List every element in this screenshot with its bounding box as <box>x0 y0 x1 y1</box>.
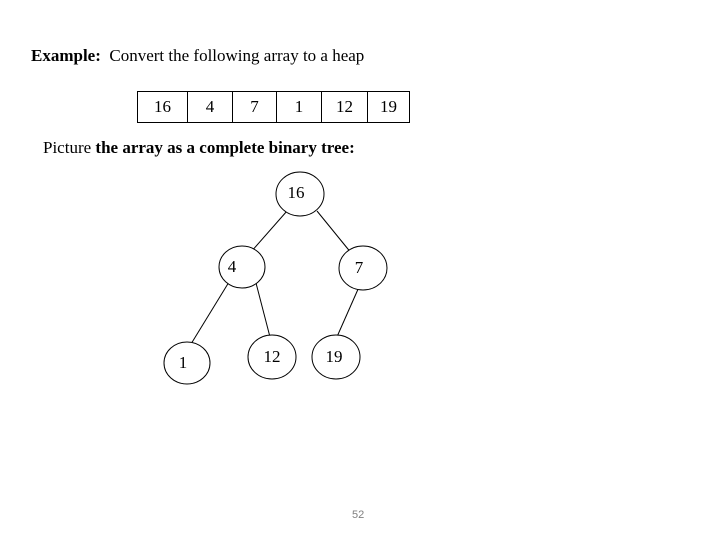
page-number: 52 <box>352 509 365 521</box>
array-cell: 16 <box>138 92 188 122</box>
array-cell: 19 <box>380 97 397 116</box>
edge-16-4 <box>250 211 287 253</box>
array-cell: 12 <box>322 92 368 122</box>
tree-node-label-1: 1 <box>178 353 188 372</box>
edge-16-7 <box>317 211 352 254</box>
edge-7-19 <box>336 287 359 339</box>
caption-bold: the array as a complete binary tree: <box>95 138 355 157</box>
array-cell: 7 <box>233 92 277 122</box>
array-cell: 1 <box>277 92 322 122</box>
array-cell: 4 <box>188 92 233 122</box>
example-label: Example: <box>31 46 101 65</box>
tree-node-label-16: 16 <box>287 183 305 202</box>
tree-node-4 <box>219 246 265 288</box>
edge-4-1 <box>191 282 229 344</box>
edge-4-12 <box>256 283 270 337</box>
tree-node-label-7: 7 <box>354 258 364 277</box>
caption-plain: Picture <box>43 138 92 157</box>
tree-node-label-4: 4 <box>227 257 237 276</box>
tree-node-label-19: 19 <box>325 347 343 366</box>
example-text: Convert the following array to a heap <box>109 46 365 65</box>
tree-node-label-12: 12 <box>263 347 281 366</box>
